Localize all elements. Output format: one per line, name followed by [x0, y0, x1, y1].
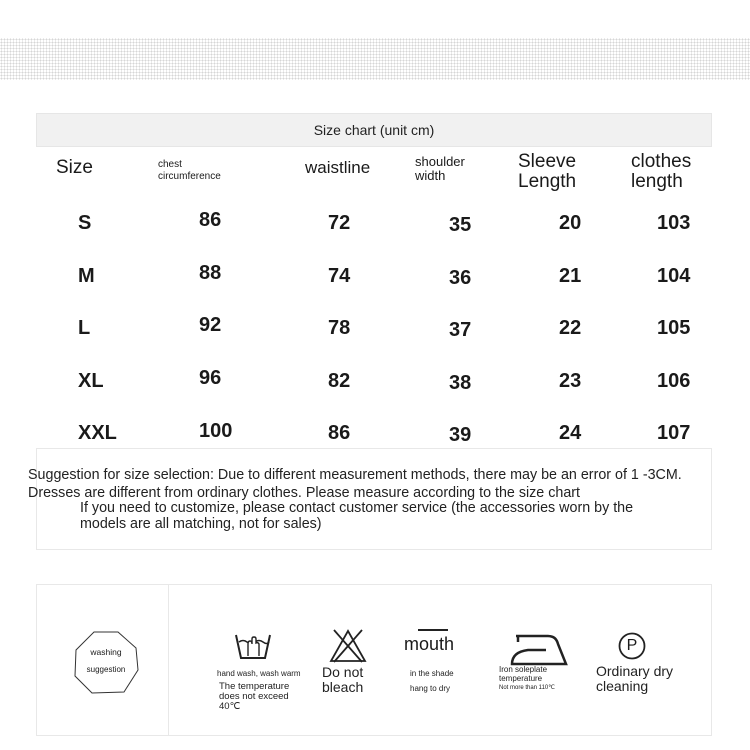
cell-shoulder: 37: [449, 319, 472, 341]
size-chart-title: Size chart (unit cm): [313, 122, 435, 138]
cell-chest: 86: [199, 209, 222, 231]
header-waistline: waistline: [305, 158, 371, 177]
cell-sleeve: 23: [559, 370, 582, 392]
iron-icon: [508, 630, 574, 666]
shade-bar: [418, 629, 448, 631]
octagon-badge-shape: [72, 630, 140, 696]
cell-size: L: [78, 317, 91, 339]
cell-chest: 88: [199, 262, 222, 284]
mouth-label: mouth: [404, 634, 455, 654]
cell-size: XL: [78, 370, 104, 392]
cell-waist: 82: [328, 370, 351, 392]
hand-wash-label: hand wash, wash warm: [217, 669, 301, 678]
cell-chest: 92: [199, 314, 222, 336]
iron-temp-note: Not more than 110℃: [499, 685, 555, 691]
cell-length: 107: [657, 422, 691, 444]
header-chest: chest circumference: [158, 159, 221, 182]
shade-label: in the shade: [410, 669, 454, 678]
iron-label: Iron soleplate temperature: [499, 665, 548, 683]
no-bleach-label: Do not bleach: [322, 664, 364, 695]
no-bleach-icon: [328, 628, 368, 664]
cell-waist: 72: [328, 212, 351, 234]
dry-clean-label: Ordinary dry cleaning: [596, 663, 674, 694]
customize-note: If you need to customize, please contact customer service (the accessories worn by the models are all matching, not for sales): [80, 500, 634, 532]
cell-shoulder: 36: [449, 267, 472, 289]
washtub-icon: [233, 630, 273, 662]
cell-waist: 78: [328, 317, 351, 339]
cell-sleeve: 21: [559, 265, 582, 287]
dry-clean-letter: P: [626, 637, 638, 654]
cell-sleeve: 22: [559, 317, 582, 339]
care-divider: [168, 584, 169, 736]
hang-dry-label: hang to dry: [410, 684, 451, 693]
cell-chest: 100: [199, 420, 233, 442]
temperature-note: The temperature does not exceed 40℃: [219, 681, 290, 712]
washing-suggestion-badge: washing suggestion: [72, 630, 140, 696]
cell-length: 104: [657, 265, 691, 287]
cell-length: 105: [657, 317, 691, 339]
cell-shoulder: 39: [449, 424, 472, 446]
cell-chest: 96: [199, 367, 222, 389]
header-size: Size: [56, 157, 93, 178]
cell-size: S: [78, 212, 92, 234]
cell-waist: 86: [328, 422, 351, 444]
cell-size: M: [78, 265, 95, 287]
cell-length: 103: [657, 212, 691, 234]
header-shoulder: shoulder width: [415, 154, 465, 183]
cell-size: XXL: [78, 422, 117, 444]
cell-sleeve: 24: [559, 422, 582, 444]
size-chart-title-bar: [36, 113, 712, 147]
cell-waist: 74: [328, 265, 351, 287]
cell-shoulder: 38: [449, 372, 472, 394]
header-sleeve: Sleeve Length: [518, 151, 577, 192]
cell-length: 106: [657, 370, 691, 392]
suggestion-text: Suggestion for size selection: Due to different measurement methods, there may be an error of 1 -3CM. Dresses are different from ordinary clothes. Please measure according to the size chart: [28, 467, 682, 501]
cell-shoulder: 35: [449, 214, 472, 236]
dotted-header-band: [0, 38, 750, 80]
header-clothes-length: clothes length: [631, 151, 692, 192]
cell-sleeve: 20: [559, 212, 582, 234]
